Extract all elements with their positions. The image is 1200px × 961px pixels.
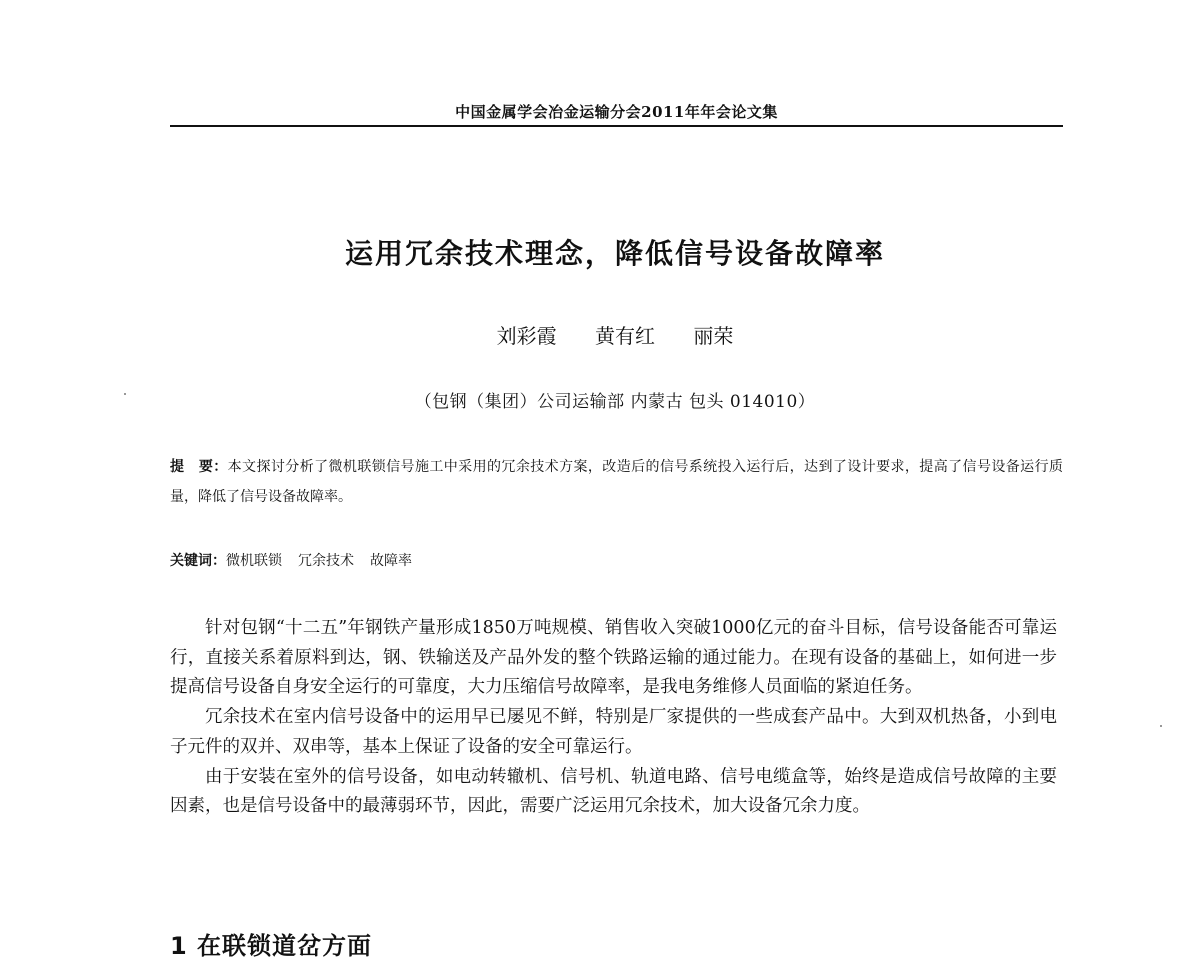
affiliation: （包钢（集团）公司运输部 内蒙古 包头 014010） [414,392,816,412]
author-name: 刘彩霞 [496,324,557,348]
keywords [170,550,1063,570]
body-text [170,614,1057,822]
abstract [170,452,1063,512]
author-list [0,320,1200,349]
author-name: 丽荣 [693,324,734,348]
paragraph: 由于安装在室外的信号设备，如电动转辙机、信号机、轨道电路、信号电缆盒等，始终是造成信号故障的主要因素，也是信号设备中的最薄弱环节，因此，需要广泛运用冗余技术，加大设备冗余力度。 [170,766,1057,817]
section-heading: 1 在联锁道岔方面 [170,932,373,960]
keywords-label: 关键词： [170,553,226,569]
keyword: 冗余技术 [298,553,354,569]
scan-speck [1160,725,1162,727]
running-header: 中国金属学会冶金运输分会2011年年会论文集 [455,103,778,121]
abstract-label: 提 要： [170,459,228,475]
keyword: 故障率 [370,553,412,569]
paper-title: 运用冗余技术理念，降低信号设备故障率 [344,237,885,270]
keyword: 微机联锁 [226,553,282,569]
header-rule [170,125,1063,127]
scan-speck [124,393,126,395]
paragraph: 冗余技术在室内信号设备中的运用早已屡见不鲜，特别是厂家提供的一些成套产品中。大到双机热备，小到电子元件的双并、双串等，基本上保证了设备的安全可靠运行。 [170,707,1057,757]
abstract-text: 本文探讨分析了微机联锁信号施工中采用的冗余技术方案，改造后的信号系统投入运行后，达到了设计要求，提高了信号设备运行质量，降低了信号设备故障率。 [170,459,1063,505]
author-name: 黄有红 [595,324,655,348]
paragraph: 针对包钢“十二五”年钢铁产量形成1850万吨规模、销售收入突破1000亿元的奋斗目标，信号设备能否可靠运行，直接关系着原料到达，钢、铁输送及产品外发的整个铁路运输的通过能力。在现有设备的基础上，如何进一步提高信号设备自身安全运行的可靠度，大力压缩信号故障率，是我电务维修人员面临的紧迫任务。 [170,618,1057,698]
